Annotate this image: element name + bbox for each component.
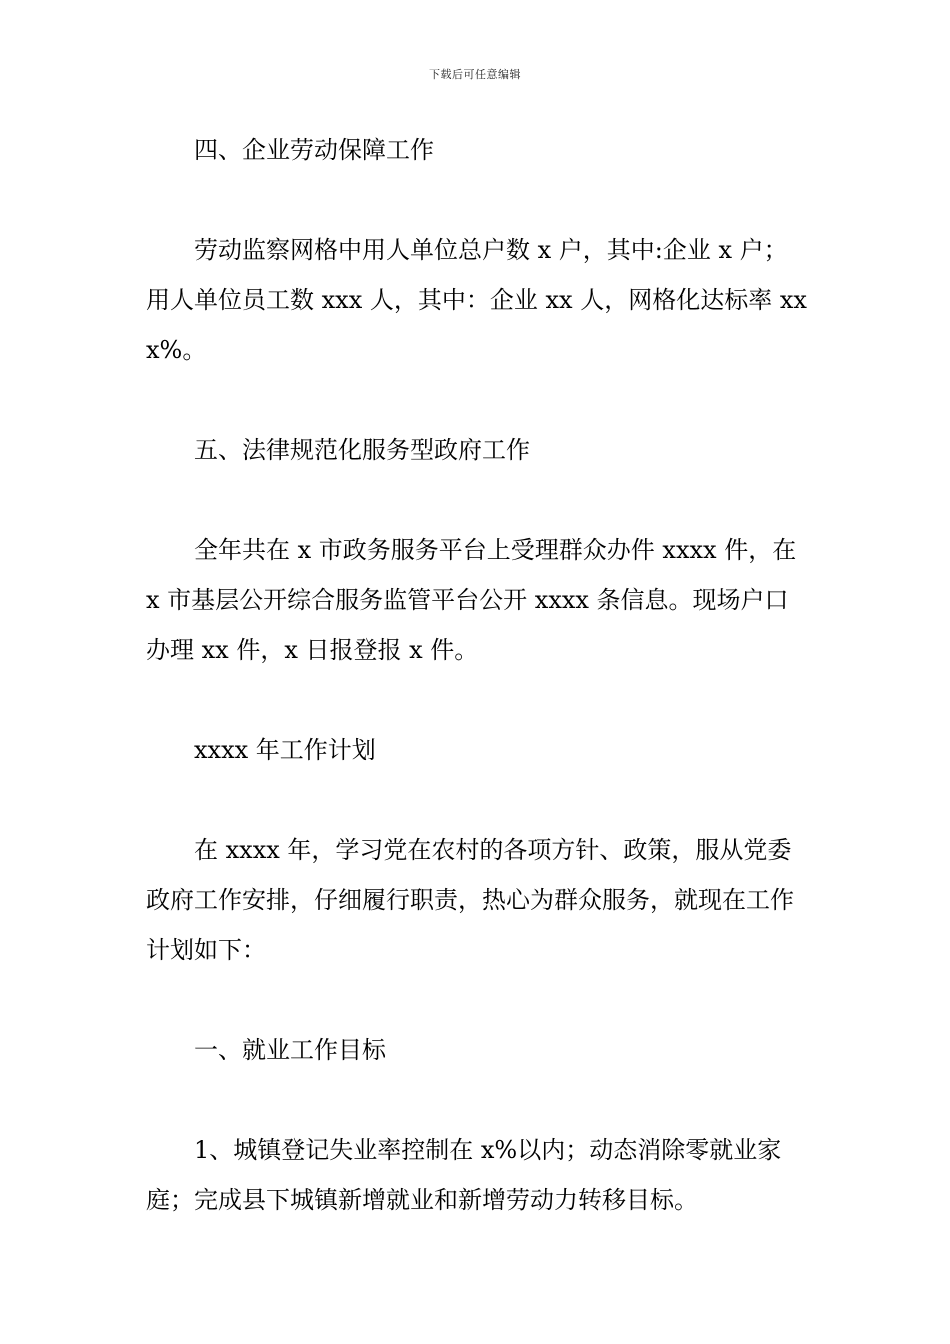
paragraph: 1、城镇登记失业率控制在 x%以内；动态消除零就业家庭；完成县下城镇新增就业和新增劳动力转移目标。 bbox=[146, 1136, 782, 1214]
section-heading: 五、法律规范化服务型政府工作 bbox=[194, 436, 530, 464]
section-heading: xxxx 年工作计划 bbox=[194, 736, 376, 764]
paragraph: 全年共在 x 市政务服务平台上受理群众办件 xxxx 件，在 x 市基层公开综合服务监管平台公开 xxxx 条信息。现场户口办理 xx 件，x 日报登报 x 件。 bbox=[146, 536, 804, 664]
paragraph: 劳动监察网格中用人单位总户数 x 户，其中:企业 x 户；用人单位员工数 xxx 人，其中：企业 xx 人，网格化达标率 xxx%。 bbox=[146, 236, 807, 364]
paragraph: 在 xxxx 年，学习党在农村的各项方针、政策，服从党委政府工作安排，仔细履行职责，热心为群众服务，就现在工作计划如下： bbox=[146, 836, 794, 964]
document-body bbox=[146, 125, 810, 1275]
section-heading: 四、企业劳动保障工作 bbox=[194, 136, 434, 164]
page-header: 下载后可任意编辑 bbox=[429, 68, 521, 81]
section-heading: 一、就业工作目标 bbox=[194, 1036, 386, 1064]
